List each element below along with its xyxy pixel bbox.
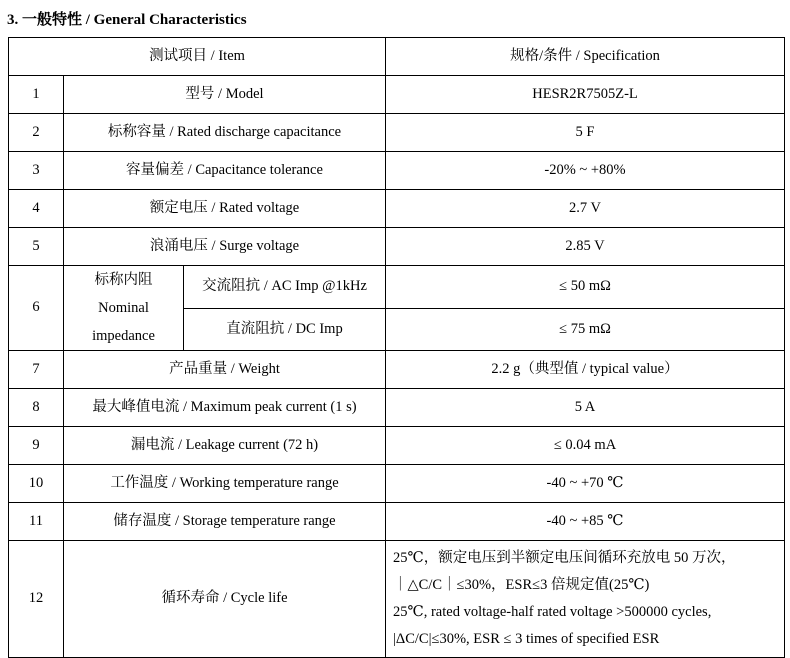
row-number: 9 bbox=[9, 427, 64, 465]
table-row bbox=[9, 465, 785, 503]
table-row bbox=[9, 228, 785, 266]
row-number: 10 bbox=[9, 465, 64, 503]
table-row bbox=[9, 114, 785, 152]
cycle-life-spec bbox=[386, 541, 785, 658]
row-item: 额定电压 / Rated voltage bbox=[64, 190, 386, 228]
ac-impedance-item: 交流阻抗 / AC Imp @1kHz bbox=[184, 266, 386, 309]
row-number: 5 bbox=[9, 228, 64, 266]
header-row bbox=[9, 38, 785, 76]
cycle-spec-line: ｜△C/C｜≤30%，ESR≤3 倍规定值(25℃) bbox=[393, 577, 650, 593]
header-spec: 规格/条件 / Specification bbox=[386, 38, 785, 76]
row-item: 工作温度 / Working temperature range bbox=[64, 465, 386, 503]
table-row bbox=[9, 427, 785, 465]
row-item: 循环寿命 / Cycle life bbox=[64, 541, 386, 658]
table-row-cycle-life bbox=[9, 541, 785, 658]
characteristics-table bbox=[8, 37, 785, 658]
cycle-spec-line: |ΔC/C|≤30%, ESR ≤ 3 times of specified ESR bbox=[393, 631, 660, 647]
row-spec: -40 ~ +70 ℃ bbox=[386, 465, 785, 503]
row-spec: -20% ~ +80% bbox=[386, 152, 785, 190]
nominal-impedance-label bbox=[64, 266, 184, 351]
nominal-label-en2: impedance bbox=[92, 328, 155, 344]
dc-impedance-item: 直流阻抗 / DC Imp bbox=[184, 308, 386, 351]
row-item: 容量偏差 / Capacitance tolerance bbox=[64, 152, 386, 190]
nominal-label-en1: Nominal bbox=[98, 300, 149, 316]
table-row bbox=[9, 389, 785, 427]
row-number: 6 bbox=[9, 266, 64, 351]
nominal-label-cn: 标称内阻 bbox=[94, 272, 153, 288]
row-item: 储存温度 / Storage temperature range bbox=[64, 503, 386, 541]
section-heading: 3. 一般特性 / General Characteristics bbox=[7, 12, 247, 28]
row-item: 漏电流 / Leakage current (72 h) bbox=[64, 427, 386, 465]
header-item: 测试项目 / Item bbox=[9, 38, 386, 76]
row-spec: 2.2 g（典型值 / typical value） bbox=[386, 351, 785, 389]
row-spec: 5 F bbox=[386, 114, 785, 152]
row-spec: 2.7 V bbox=[386, 190, 785, 228]
row-item: 产品重量 / Weight bbox=[64, 351, 386, 389]
row-spec: 5 A bbox=[386, 389, 785, 427]
row-number: 4 bbox=[9, 190, 64, 228]
row-number: 3 bbox=[9, 152, 64, 190]
row-number: 2 bbox=[9, 114, 64, 152]
row-spec: -40 ~ +85 ℃ bbox=[386, 503, 785, 541]
table-row bbox=[9, 351, 785, 389]
row-number: 8 bbox=[9, 389, 64, 427]
table-row bbox=[9, 503, 785, 541]
row-item: 浪涌电压 / Surge voltage bbox=[64, 228, 386, 266]
row-number: 11 bbox=[9, 503, 64, 541]
row-spec: HESR2R7505Z-L bbox=[386, 76, 785, 114]
table-row bbox=[9, 152, 785, 190]
row-number: 1 bbox=[9, 76, 64, 114]
table-row bbox=[9, 190, 785, 228]
row-item: 最大峰值电流 / Maximum peak current (1 s) bbox=[64, 389, 386, 427]
table-row-impedance-ac bbox=[9, 266, 785, 309]
ac-impedance-spec: ≤ 50 mΩ bbox=[386, 266, 785, 309]
row-item: 型号 / Model bbox=[64, 76, 386, 114]
table-row bbox=[9, 76, 785, 114]
row-item: 标称容量 / Rated discharge capacitance bbox=[64, 114, 386, 152]
cycle-spec-line: 25℃，额定电压到半额定电压间循环充放电 50 万次， bbox=[393, 550, 736, 566]
dc-impedance-spec: ≤ 75 mΩ bbox=[386, 308, 785, 351]
row-number: 7 bbox=[9, 351, 64, 389]
row-spec: ≤ 0.04 mA bbox=[386, 427, 785, 465]
row-number: 12 bbox=[9, 541, 64, 658]
cycle-spec-line: 25℃, rated voltage-half rated voltage >500000 cycles, bbox=[393, 604, 712, 620]
row-spec: 2.85 V bbox=[386, 228, 785, 266]
